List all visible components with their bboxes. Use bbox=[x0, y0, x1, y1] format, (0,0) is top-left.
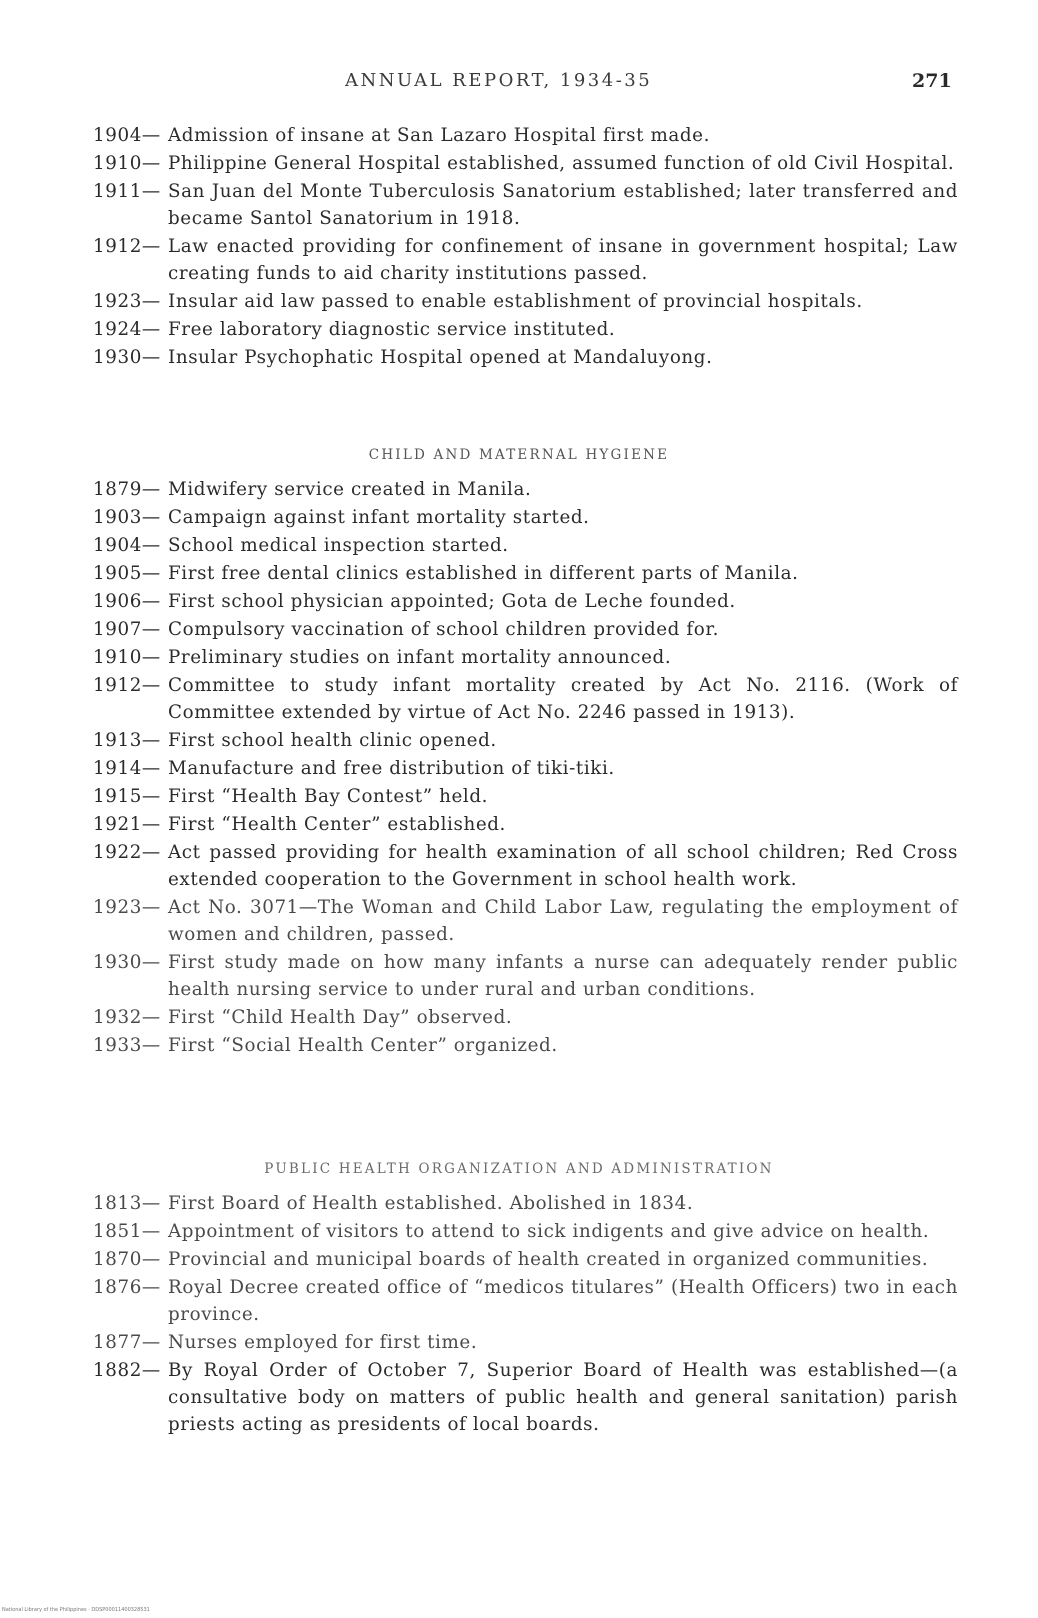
entry-year: 1879— bbox=[93, 479, 161, 500]
chronology-entry bbox=[93, 1329, 958, 1356]
entry-text: Act passed providing for health examination of all school children; Red Cross extended cooperation to the Government in school health work. bbox=[168, 842, 958, 890]
entry-text: Free laboratory diagnostic service instituted. bbox=[168, 319, 616, 340]
entry-text: First “Health Bay Contest” held. bbox=[168, 786, 489, 807]
section-heading-child-maternal: CHILD AND MATERNAL HYGIENE bbox=[368, 447, 670, 463]
entry-year: 1922— bbox=[93, 842, 161, 863]
entry-text: First study made on how many infants a nurse can adequately render public health nursing service to under rural and urban conditions. bbox=[168, 952, 958, 1000]
chronology-entry bbox=[93, 839, 958, 893]
child-maternal-chronology bbox=[93, 476, 958, 1060]
chronology-entry bbox=[93, 504, 958, 531]
chronology-entry bbox=[93, 1357, 958, 1438]
entry-text: First Board of Health established. Abolished in 1834. bbox=[168, 1193, 694, 1214]
entry-text: Appointment of visitors to attend to sick indigents and give advice on health. bbox=[168, 1221, 930, 1242]
entry-text: Provincial and municipal boards of health created in organized communities. bbox=[168, 1249, 929, 1270]
chronology-entry bbox=[93, 1246, 958, 1273]
entry-text: Admission of insane at San Lazaro Hospital first made. bbox=[168, 125, 711, 146]
chronology-entry bbox=[93, 233, 958, 287]
entry-year: 1923— bbox=[93, 291, 161, 312]
chronology-entry bbox=[93, 588, 958, 615]
entry-year: 1905— bbox=[93, 563, 161, 584]
entry-year: 1910— bbox=[93, 153, 161, 174]
entry-text: Compulsory vaccination of school children provided for. bbox=[168, 619, 720, 640]
chronology-entry bbox=[93, 894, 958, 948]
entry-text: Committee to study infant mortality created by Act No. 2116. (Work of Committee extended by virtue of Act No. 2246 passed in 1913). bbox=[168, 675, 958, 723]
entry-year: 1930— bbox=[93, 952, 161, 973]
chronology-entry bbox=[93, 178, 958, 232]
entry-year: 1877— bbox=[93, 1332, 161, 1353]
chronology-entry bbox=[93, 1218, 958, 1245]
chronology-entry bbox=[93, 672, 958, 726]
chronology-entry bbox=[93, 560, 958, 587]
running-head: ANNUAL REPORT, 1934-35 bbox=[345, 70, 653, 91]
entry-text: Insular aid law passed to enable establishment of provincial hospitals. bbox=[168, 291, 863, 312]
entry-text: Act No. 3071—The Woman and Child Labor Law, regulating the employment of women and children, passed. bbox=[168, 897, 958, 945]
chronology-entry bbox=[93, 811, 958, 838]
entry-year: 1906— bbox=[93, 591, 161, 612]
chronology-entry bbox=[93, 288, 958, 315]
chronology-entry bbox=[93, 949, 958, 1003]
entry-year: 1924— bbox=[93, 319, 161, 340]
chronology-entry bbox=[93, 316, 958, 343]
entry-text: Campaign against infant mortality started. bbox=[168, 507, 590, 528]
chronology-entry bbox=[93, 476, 958, 503]
entry-text: First school physician appointed; Gota de Leche founded. bbox=[168, 591, 736, 612]
section-heading-public-health: PUBLIC HEALTH ORGANIZATION AND ADMINISTRATION bbox=[264, 1161, 774, 1177]
chronology-entry bbox=[93, 1190, 958, 1217]
entry-year: 1910— bbox=[93, 647, 161, 668]
entry-year: 1904— bbox=[93, 535, 161, 556]
entry-text: Law enacted providing for confinement of insane in government hospital; Law creating funds to aid charity institutions passed. bbox=[168, 236, 958, 284]
chronology-entry bbox=[93, 1004, 958, 1031]
chronology-entry bbox=[93, 727, 958, 754]
chronology-entry bbox=[93, 532, 958, 559]
entry-year: 1915— bbox=[93, 786, 161, 807]
entry-text: First school health clinic opened. bbox=[168, 730, 497, 751]
entry-year: 1882— bbox=[93, 1360, 161, 1381]
entry-text: First “Social Health Center” organized. bbox=[168, 1035, 558, 1056]
entry-year: 1921— bbox=[93, 814, 161, 835]
entry-year: 1923— bbox=[93, 897, 161, 918]
entry-year: 1851— bbox=[93, 1221, 161, 1242]
chronology-entry bbox=[93, 755, 958, 782]
entry-year: 1914— bbox=[93, 758, 161, 779]
hospitals-chronology bbox=[93, 122, 958, 372]
page-number: 271 bbox=[912, 70, 952, 92]
entry-year: 1912— bbox=[93, 236, 161, 257]
entry-year: 1907— bbox=[93, 619, 161, 640]
entry-year: 1912— bbox=[93, 675, 161, 696]
entry-text: First “Health Center” established. bbox=[168, 814, 506, 835]
public-health-chronology bbox=[93, 1190, 958, 1439]
entry-text: School medical inspection started. bbox=[168, 535, 509, 556]
chronology-entry bbox=[93, 344, 958, 371]
entry-text: San Juan del Monte Tuberculosis Sanatorium established; later transferred and became Santol Sanatorium in 1918. bbox=[168, 181, 958, 229]
entry-year: 1930— bbox=[93, 347, 161, 368]
entry-year: 1913— bbox=[93, 730, 161, 751]
chronology-entry bbox=[93, 1032, 958, 1059]
chronology-entry bbox=[93, 783, 958, 810]
scan-footer-mark: National Library of the Philippines · DDSP00011400328531 bbox=[2, 1607, 150, 1613]
chronology-entry bbox=[93, 1274, 958, 1328]
chronology-entry bbox=[93, 150, 958, 177]
entry-year: 1876— bbox=[93, 1277, 161, 1298]
entry-year: 1933— bbox=[93, 1035, 161, 1056]
entry-text: Midwifery service created in Manila. bbox=[168, 479, 532, 500]
entry-text: First “Child Health Day” observed. bbox=[168, 1007, 513, 1028]
entry-text: Nurses employed for first time. bbox=[168, 1332, 478, 1353]
chronology-entry bbox=[93, 122, 958, 149]
entry-text: Manufacture and free distribution of tiki-tiki. bbox=[168, 758, 615, 779]
entry-text: By Royal Order of October 7, Superior Board of Health was established—(a consultative body on matters of public health and general sanitation) parish priests acting as presidents of local boards. bbox=[168, 1360, 958, 1435]
chronology-entry bbox=[93, 616, 958, 643]
entry-text: Philippine General Hospital established, assumed function of old Civil Hospital. bbox=[168, 153, 955, 174]
entry-text: Preliminary studies on infant mortality announced. bbox=[168, 647, 672, 668]
entry-text: Insular Psychophatic Hospital opened at Mandaluyong. bbox=[168, 347, 713, 368]
entry-year: 1932— bbox=[93, 1007, 161, 1028]
entry-year: 1903— bbox=[93, 507, 161, 528]
entry-year: 1870— bbox=[93, 1249, 161, 1270]
entry-text: Royal Decree created office of “medicos titulares” (Health Officers) two in each province. bbox=[168, 1277, 958, 1325]
entry-text: First free dental clinics established in different parts of Manila. bbox=[168, 563, 799, 584]
entry-year: 1904— bbox=[93, 125, 161, 146]
chronology-entry bbox=[93, 644, 958, 671]
entry-year: 1911— bbox=[93, 181, 161, 202]
entry-year: 1813— bbox=[93, 1193, 161, 1214]
